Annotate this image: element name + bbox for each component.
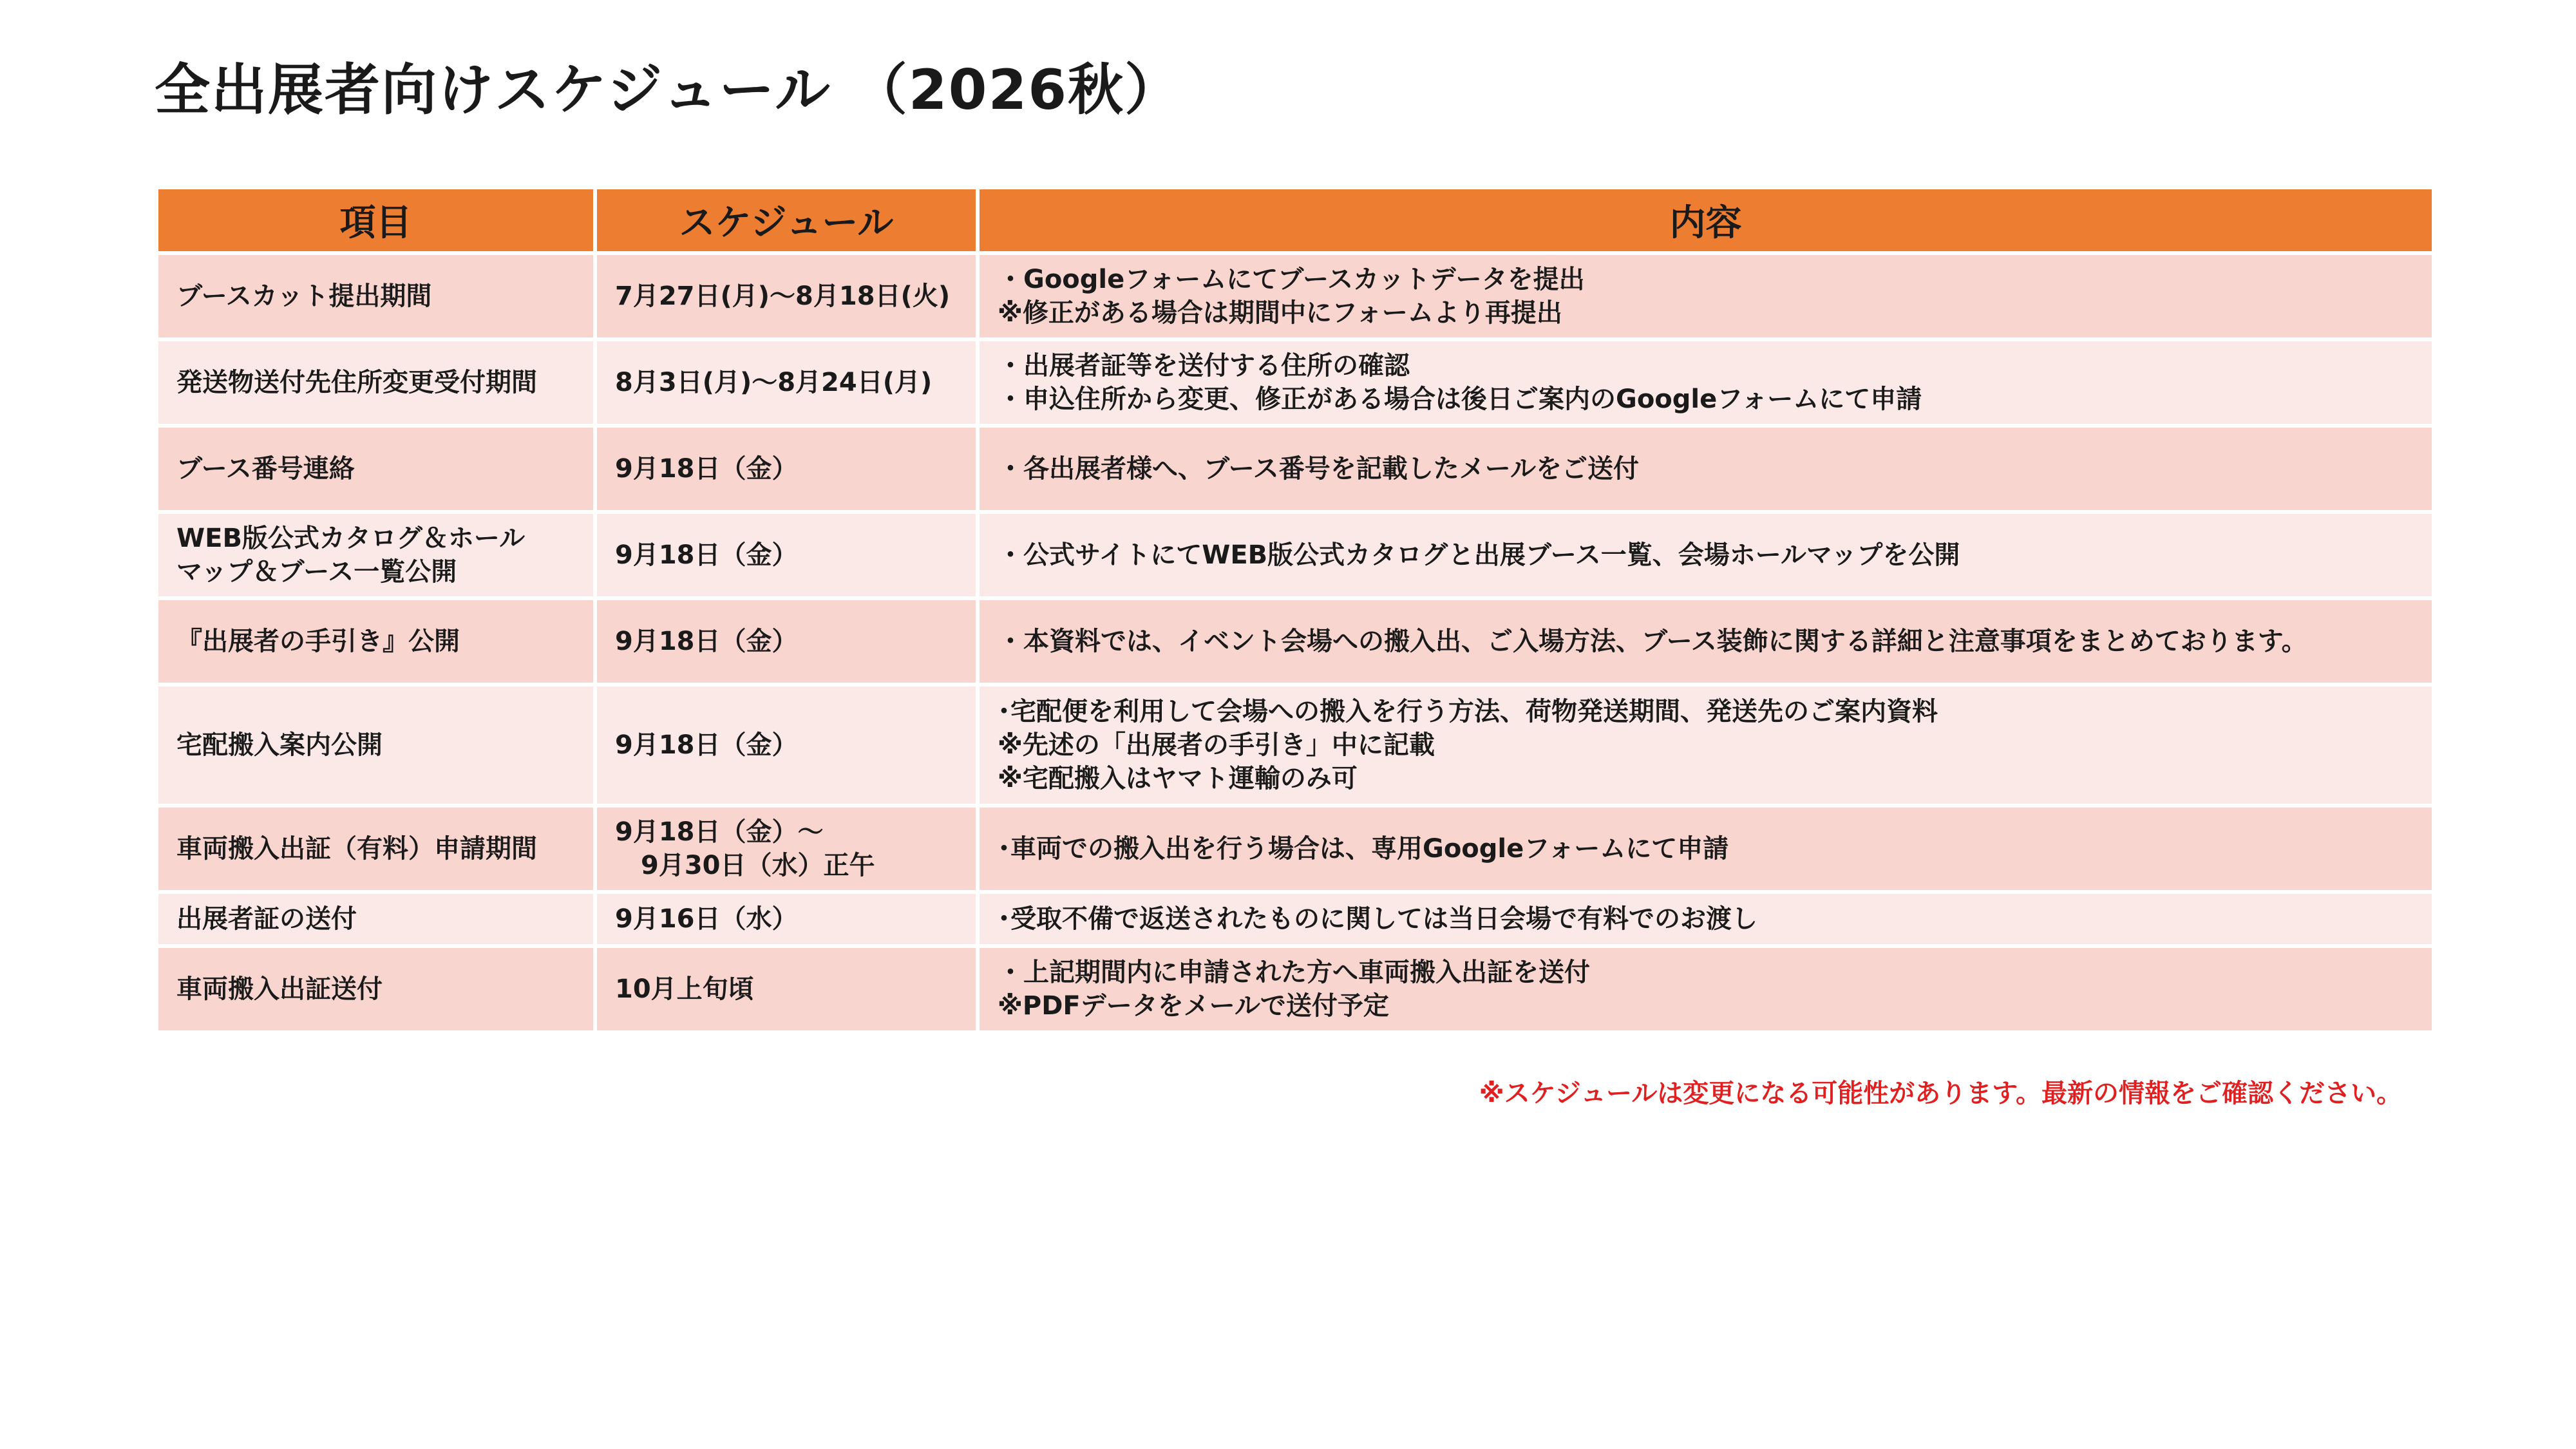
item-cell — [156, 892, 595, 946]
item-text: マップ＆ブース一覧公開 — [176, 557, 457, 587]
schedule-cell — [595, 426, 978, 512]
schedule-text: 9月18日（金） — [615, 454, 798, 484]
item-text: WEB版公式カタログ＆ホール — [176, 524, 526, 553]
header-schedule: スケジュール — [595, 187, 978, 253]
table-row — [156, 892, 2434, 946]
item-cell — [156, 512, 595, 598]
schedule-text: 8月3日(月)～8月24日(月) — [615, 368, 933, 397]
content-line: ・公式サイトにてWEB版公式カタログと出展ブース一覧、会場ホールマップを公開 — [998, 540, 1960, 570]
schedule-text: 9月18日（金） — [615, 540, 798, 570]
content-line: ・本資料では、イベント会場への搬入出、ご入場方法、ブース装飾に関する詳細と注意事項をまとめております。 — [998, 627, 2307, 656]
content-line: ※PDFデータをメールで送付予定 — [998, 991, 1389, 1021]
schedule-text: 9月30日（水）正午 — [615, 851, 875, 880]
content-line: ・申込住所から変更、修正がある場合は後日ご案内のGoogleフォームにて申請 — [998, 384, 1922, 414]
item-text: 『出展者の手引き』公開 — [176, 627, 460, 656]
content-line: ・上記期間内に申請された方へ車両搬入出証を送付 — [998, 958, 1590, 987]
content-cell — [978, 946, 2434, 1032]
content-cell — [978, 685, 2434, 806]
schedule-cell — [595, 512, 978, 598]
schedule-text: 9月16日（水） — [615, 904, 798, 934]
item-text: 車両搬入出証送付 — [176, 974, 383, 1004]
item-cell — [156, 685, 595, 806]
item-cell — [156, 806, 595, 892]
content-cell — [978, 253, 2434, 339]
schedule-cell — [595, 946, 978, 1032]
item-text: 車両搬入出証（有料）申請期間 — [176, 834, 537, 864]
table-row — [156, 339, 2434, 426]
content-cell — [978, 598, 2434, 685]
schedule-cell — [595, 339, 978, 426]
schedule-text: 7月27日(月)～8月18日(火) — [615, 281, 951, 311]
content-cell — [978, 512, 2434, 598]
content-line: ・各出展者様へ、ブース番号を記載したメールをご送付 — [998, 454, 1639, 484]
schedule-cell — [595, 253, 978, 339]
table-row — [156, 512, 2434, 598]
table-header-row — [156, 187, 2434, 253]
table-row — [156, 685, 2434, 806]
item-text: 出展者証の送付 — [176, 904, 357, 934]
item-text: ブース番号連絡 — [176, 454, 355, 484]
schedule-text: 9月18日（金）～ — [615, 817, 824, 847]
header-item: 項目 — [156, 187, 595, 253]
item-cell — [156, 598, 595, 685]
schedule-cell — [595, 892, 978, 946]
content-line: ･受取不備で返送されたものに関しては当日会場で有料でのお渡し — [998, 904, 1757, 934]
schedule-cell — [595, 685, 978, 806]
disclaimer-note: ※スケジュールは変更になる可能性があります。最新の情報をご確認ください。 — [1479, 1079, 2402, 1108]
item-text: 発送物送付先住所変更受付期間 — [176, 368, 537, 397]
content-line: ･宅配便を利用して会場への搬入を行う方法、荷物発送期間、発送先のご案内資料 — [998, 697, 1938, 726]
header-content: 内容 — [978, 187, 2434, 253]
page-title: 全出展者向けスケジュール （2026秋） — [155, 58, 1182, 122]
item-text: ブースカット提出期間 — [176, 281, 432, 311]
table-row — [156, 598, 2434, 685]
content-line: ・出展者証等を送付する住所の確認 — [998, 351, 1410, 381]
content-cell — [978, 426, 2434, 512]
schedule-text: 9月18日（金） — [615, 730, 798, 760]
content-line: ※宅配搬入はヤマト運輸のみ可 — [998, 764, 1358, 793]
table-row — [156, 946, 2434, 1032]
content-cell — [978, 806, 2434, 892]
schedule-cell — [595, 806, 978, 892]
table-row — [156, 806, 2434, 892]
item-cell — [156, 253, 595, 339]
item-cell — [156, 339, 595, 426]
item-cell — [156, 946, 595, 1032]
schedule-table — [155, 185, 2436, 1034]
schedule-cell — [595, 598, 978, 685]
content-line: ・Googleフォームにてブースカットデータを提出 — [998, 265, 1585, 294]
item-cell — [156, 426, 595, 512]
content-line: ※先述の「出展者の手引き」中に記載 — [998, 730, 1435, 760]
schedule-text: 10月上旬頃 — [615, 974, 754, 1004]
table-row — [156, 426, 2434, 512]
content-cell — [978, 339, 2434, 426]
schedule-text: 9月18日（金） — [615, 627, 798, 656]
content-line: ･車両での搬入出を行う場合は、専用Googleフォームにて申請 — [998, 834, 1729, 864]
content-cell — [978, 892, 2434, 946]
content-line: ※修正がある場合は期間中にフォームより再提出 — [998, 298, 1562, 328]
item-text: 宅配搬入案内公開 — [176, 730, 383, 760]
table-row — [156, 253, 2434, 339]
